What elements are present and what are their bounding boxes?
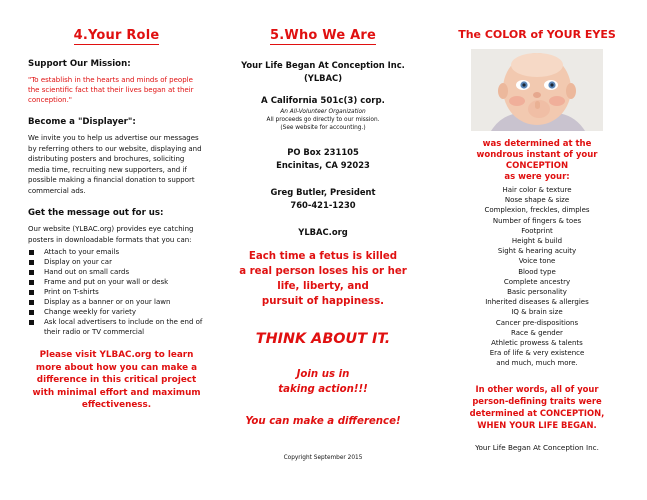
summary-statement: [439, 383, 635, 431]
corp-status: A California 501c(3) corp.: [261, 96, 385, 106]
statement-line: life, liberty, and: [277, 281, 369, 292]
who-we-are-heading: 5.Who We Are: [270, 28, 376, 43]
eye-color-panel: [431, 0, 647, 500]
list-item: Race & gender: [511, 328, 563, 337]
join-us: [221, 367, 425, 397]
org-name: [221, 59, 425, 85]
list-item: Voice tone: [518, 257, 556, 266]
summary-line: person-defining traits were: [472, 395, 602, 406]
list-item: Blood type: [518, 267, 556, 276]
your-role-heading: 4.Your Role: [73, 28, 160, 43]
summary-line: determined at CONCEPTION,: [469, 407, 605, 418]
accounting-note: (See website for accounting.): [280, 125, 366, 131]
list-item: Nose shape & size: [504, 196, 570, 205]
list-item: Attach to your emails: [28, 247, 205, 257]
list-item: Display on your car: [28, 257, 205, 267]
who-we-are-panel: [215, 0, 431, 500]
summary-line: WHEN YOUR LIFE BEGAN.: [477, 419, 597, 430]
join-line: Join us in: [296, 369, 350, 380]
fetus-statement: [221, 249, 425, 309]
statement-line: pursuit of happiness.: [261, 296, 385, 307]
make-difference: You can make a difference!: [245, 416, 401, 427]
po-box: PO Box 231105: [287, 147, 359, 157]
footer-org-name: Your Life Began At Conception Inc.: [475, 442, 599, 452]
traits-list: [439, 185, 635, 369]
get-message-out-title: Get the message out for us:: [28, 208, 164, 218]
list-item: Display as a banner or on your lawn: [28, 297, 205, 307]
org-full-name: Your Life Began At Conception Inc.: [241, 60, 405, 70]
summary-line: In other words, all of your: [475, 383, 599, 394]
poster-uses-list: [28, 247, 205, 337]
list-item: Complete ancestry: [503, 277, 571, 286]
statement-line: Each time a fetus is killed: [248, 251, 398, 262]
president-name: Greg Butler, President: [270, 187, 376, 197]
list-item: Hair color & texture: [502, 186, 572, 194]
list-item: Footprint: [521, 226, 553, 235]
determined-line: was determined at the: [482, 139, 592, 149]
mission-statement: "To establish in the hearts and minds of people the scientific fact that their lives began at their conception.": [28, 76, 194, 104]
list-item: Sight & hearing acuity: [497, 247, 577, 256]
phone-number: 760-421-1230: [290, 200, 356, 210]
your-role-panel: [0, 0, 215, 500]
list-item: Era of life & very existence: [489, 349, 585, 358]
volunteer-note: An All-Volunteer Organization: [280, 109, 366, 115]
determined-line: as were your:: [504, 172, 570, 182]
proceeds-note: All proceeds go directly to our mission.: [266, 117, 380, 123]
determined-line: CONCEPTION: [505, 161, 569, 171]
list-item: and much, much more.: [496, 359, 578, 368]
support-mission-title: Support Our Mission:: [28, 59, 131, 69]
mailing-address: [221, 146, 425, 172]
list-item: Ask local advertisers to include on the end of their radio or TV commercial: [28, 317, 205, 337]
list-item: Print on T-shirts: [28, 287, 205, 297]
list-item: Hand out on small cards: [28, 267, 205, 277]
list-item: Change weekly for variety: [28, 307, 205, 317]
city-line: Encinitas, CA 92023: [276, 160, 370, 170]
list-item: Basic personality: [507, 288, 567, 297]
determined-text: [439, 139, 635, 183]
eye-color-heading: The COLOR of YOUR EYES: [458, 28, 616, 41]
displayer-title: Become a "Displayer":: [28, 117, 136, 127]
baby-photo: [471, 49, 603, 131]
list-item: Inherited diseases & allergies: [485, 298, 589, 307]
statement-line: a real person loses his or her: [239, 266, 407, 277]
copyright: Copyright September 2015: [283, 455, 363, 461]
list-item: Complexion, freckles, dimples: [484, 206, 590, 215]
determined-line: wondrous instant of your: [476, 150, 598, 160]
org-abbreviation: (YLBAC): [303, 73, 343, 83]
list-item: Number of fingers & toes: [492, 216, 582, 225]
list-item: Frame and put on your wall or desk: [28, 277, 205, 287]
baby-photo-icon: [471, 49, 603, 131]
list-item: IQ & brain size: [511, 308, 563, 317]
visit-cta: Please visit YLBAC.org to learn more about how you can make a difference in this critical project with minimal effort and maximum effectiveness.: [32, 350, 201, 410]
list-item: Height & build: [511, 237, 563, 246]
list-item: Cancer pre-dispositions: [495, 318, 579, 327]
displayer-text: We invite you to help us advertise our messages by referring others to our website, displaying and distributing posters and brochures, soliciting media time, recruiting new supporters, and if possible making a financial donation to support commercial ads.: [28, 134, 202, 195]
contact-block: [221, 186, 425, 212]
list-item: Athletic prowess & talents: [491, 339, 583, 348]
website-text: Our website (YLBAC.org) provides eye catching posters in downloadable formats that you can:: [28, 225, 194, 244]
think-about-it: THINK ABOUT IT.: [255, 331, 391, 347]
website-link[interactable]: YLBAC.org: [298, 227, 348, 237]
join-line: taking action!!!: [278, 384, 368, 395]
